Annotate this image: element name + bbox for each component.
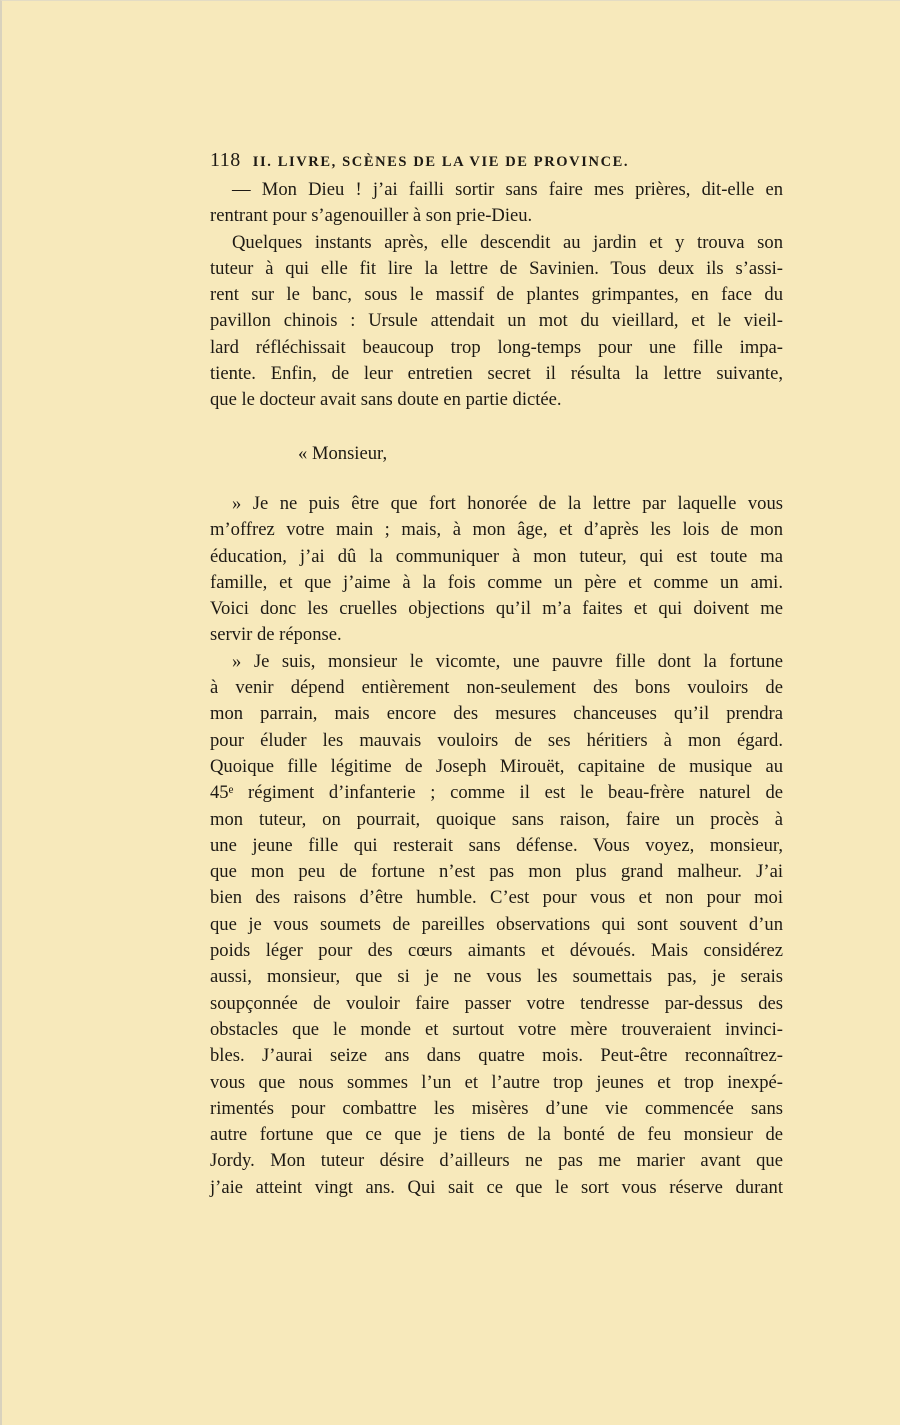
text-line: soupçonnée de vouloir faire passer votre tendresse par-dessus des	[210, 992, 783, 1014]
paragraph-prayer	[210, 177, 783, 230]
text-line: — Mon Dieu ! j’ai failli sortir sans faire mes prières, dit-elle en	[232, 179, 783, 200]
text-line: Quoique fille légitime de Joseph Mirouët, capitaine de musique au	[210, 755, 783, 777]
letter-paragraph-fortune	[210, 649, 783, 1201]
text-line: que le docteur avait sans doute en partie dictée.	[210, 389, 562, 411]
page-text-block	[210, 147, 783, 1201]
text-line: rentrant pour s’agenouiller à son prie-Dieu.	[210, 205, 533, 227]
running-head	[210, 147, 783, 175]
text-line: que je vous soumets de pareilles observations qui sont souvent d’un	[210, 913, 783, 935]
text-line: pour éluder les mauvais vouloirs de ses héritiers à mon égard.	[210, 729, 783, 751]
text-line: » Je suis, monsieur le vicomte, une pauvre fille dont la fortune	[232, 650, 783, 672]
text-line: m’offrez votre main ; mais, à mon âge, et d’après les lois de mon	[210, 519, 783, 541]
text-line: autre fortune que ce que je tiens de la bonté de feu monsieur de	[210, 1124, 783, 1146]
paragraph-garden	[210, 230, 783, 414]
text-line: aussi, monsieur, que si je ne vous les soumettais pas, je serais	[210, 966, 783, 988]
text-line: » Je ne puis être que fort honorée de la lettre par laquelle vous	[232, 492, 783, 514]
letter-paragraph-reply	[210, 491, 783, 649]
page-number: 118	[210, 149, 241, 171]
text-line: poids léger pour des cœurs aimants et dévoués. Mais considérez	[210, 940, 783, 962]
text-line: tuteur à qui elle fit lire la lettre de Savinien. Tous deux ils s’assi-	[210, 257, 783, 279]
text-line: tiente. Enfin, de leur entretien secret il résulta la lettre suivante,	[210, 363, 783, 385]
text-line: obstacles que le monde et surtout votre mère trouveraient invinci-	[210, 1018, 783, 1040]
text-line: éducation, j’ai dû la communiquer à mon tuteur, qui est toute ma	[210, 545, 783, 567]
text-line: rent sur le banc, sous le massif de plantes grimpantes, en face du	[210, 284, 783, 306]
text-line: servir de réponse.	[210, 624, 342, 646]
text-line: une jeune fille qui resterait sans défense. Vous voyez, monsieur,	[210, 834, 783, 856]
text-line: bles. J’aurai seize ans dans quatre mois. Peut-être reconnaîtrez-	[210, 1045, 783, 1067]
text-line: lard réfléchissait beaucoup trop long-temps pour une fille impa-	[210, 336, 783, 358]
text-line: mon parrain, mais encore des mesures chanceuses qu’il prendra	[210, 703, 783, 725]
text-line: Voici donc les cruelles objections qu’il m’a faites et qui doivent me	[210, 598, 783, 620]
text-line: que mon peu de fortune n’est pas mon plus grand malheur. J’ai	[210, 861, 783, 883]
text-line: rimentés pour combattre les misères d’une vie commencée sans	[210, 1097, 783, 1119]
text-line: vous que nous sommes l’un et l’autre trop jeunes et trop inexpé-	[210, 1071, 783, 1093]
text-line: Quelques instants après, elle descendit au jardin et y trouva son	[232, 231, 783, 253]
text-line: mon tuteur, on pourrait, quoique sans raison, faire un procès à	[210, 808, 783, 830]
text-line: 45ᵉ régiment d’infanterie ; comme il est le beau-frère naturel de	[210, 782, 783, 804]
text-line: famille, et que j’aime à la fois comme un père et comme un ami.	[210, 571, 783, 593]
text-line: j’aie atteint vingt ans. Qui sait ce que le sort vous réserve durant	[210, 1176, 783, 1198]
letter-salutation: « Monsieur,	[298, 442, 388, 464]
text-line: Jordy. Mon tuteur désire d’ailleurs ne pas me marier avant que	[210, 1150, 783, 1172]
running-head-title: II. LIVRE, SCÈNES DE LA VIE DE PROVINCE.	[252, 154, 630, 170]
text-line: à venir dépend entièrement non-seulement des bons vouloirs de	[210, 677, 783, 699]
text-line: bien des raisons d’être humble. C’est pour vous et non pour moi	[210, 887, 783, 909]
text-line: pavillon chinois : Ursule attendait un mot du vieillard, et le vieil-	[210, 310, 783, 332]
